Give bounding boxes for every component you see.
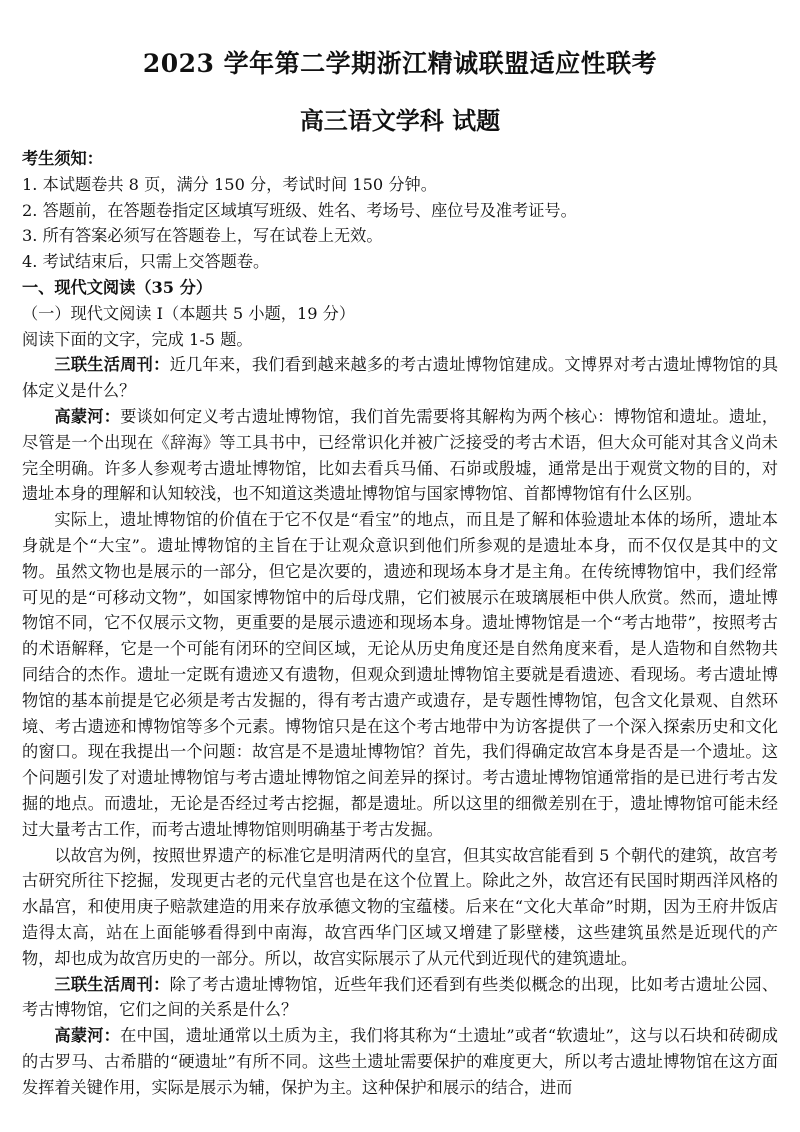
passage-paragraph bbox=[22, 1023, 778, 1100]
paragraph-text: 要谈如何定义考古遗址博物馆，我们首先需要将其解构为两个核心：博物馆和遗址。遗址，尽管是一个出现在《辞海》等工具书中，已经常识化并被广泛接受的考古术语，但大众可能对其含义尚未完全明确。许多人参观考古遗址博物馆，比如去看兵马俑、石峁或殷墟，通常是出于观赏文物的目的，对遗址本身的理解和认知较浅，也不知道这类遗址博物馆与国家博物馆、首都博物馆有什么区别。 bbox=[22, 406, 779, 504]
passage-paragraph bbox=[22, 404, 778, 507]
exam-body bbox=[22, 146, 778, 1100]
passage-paragraph bbox=[22, 843, 778, 972]
paragraph-text: 近几年来，我们看到越来越多的考古遗址博物馆建成。文博界对考古遗址博物馆的具体定义是什么？ bbox=[22, 355, 779, 401]
section-heading: 一、现代文阅读（35 分） bbox=[22, 277, 213, 297]
speaker-label: 高蒙河： bbox=[54, 406, 121, 426]
notice-item: 4. 考试结束后，只需上交答题卷。 bbox=[22, 252, 270, 272]
passage-paragraph bbox=[22, 352, 778, 404]
paragraph-text: 在中国，遗址通常以土质为主，我们将其称为“土遗址”或者“软遗址”，这与以石块和砖砌成的古罗马、古希腊的“硬遗址”有所不同。这些土遗址需要保护的难度更大，所以考古遗址博物馆在这方面发挥着关键作用，实际是展示为辅，保护为主。这种保护和展示的结合，进而 bbox=[22, 1026, 778, 1097]
speaker-label: 三联生活周刊： bbox=[54, 974, 170, 994]
passage-paragraph bbox=[22, 507, 778, 842]
notice-item: 2. 答题前，在答题卷指定区域填写班级、姓名、考场号、座位号及准考证号。 bbox=[22, 200, 577, 220]
exam-subtitle: 高三语文学科 试题 bbox=[299, 106, 501, 135]
passage-paragraph bbox=[22, 972, 778, 1024]
paragraph-text: 除了考古遗址博物馆，近些年我们还看到有些类似概念的出现，比如考古遗址公园、考古博物馆，它们之间的关系是什么？ bbox=[22, 974, 779, 1020]
speaker-label: 高蒙河： bbox=[54, 1026, 121, 1046]
notice-heading: 考生须知： bbox=[22, 149, 103, 168]
paragraph-text: 以故宫为例，按照世界遗产的标准它是明清两代的皇宫，但其实故宫能看到 5 个朝代的建筑，故宫考古研究所往下挖掘，发现更古老的元代皇宫也是在这个位置上。除此之外，故宫还有民国时期西洋风格的水晶宫，和使用庚子赔款建造的用来存放承德文物的宝蕴楼。后来在“文化大革命”时期，因为王府井饭店造得太高，站在上面能够看得到中南海，故宫西华门区域又增建了影壁楼，这些建筑虽然是近现代的产物，却也成为故宫历史的一部分。所以，故宫实际展示了从元代到近现代的建筑遗址。 bbox=[22, 845, 778, 968]
section-instruction: 阅读下面的文字，完成 1-5 题。 bbox=[22, 329, 253, 349]
notice-item: 1. 本试题卷共 8 页，满分 150 分，考试时间 150 分钟。 bbox=[22, 174, 437, 194]
paragraph-text: 实际上，遗址博物馆的价值在于它不仅是“看宝”的地点，而且是了解和体验遗址本体的场所，遗址本身就是个“大宝”。遗址博物馆的主旨在于让观众意识到他们所参观的是遗址本身，而不仅仅是其中的文物。虽然文物也是展示的一部分，但它是次要的，遗迹和现场本身才是主角。在传统博物馆中，我们经常可见的是“可移动文物”，如国家博物馆中的后母戊鼎，它们被展示在玻璃展柜中供人欣赏。然而，遗址博物馆不同，它不仅展示文物，更重要的是展示遗迹和现场本身。遗址博物馆是一个“考古地带”，按照考古的术语解释，它是一个可能有闭环的空间区域，无论从历史角度还是自然角度来看，是人造物和自然物共同结合的杰作。遗址一定既有遗迹又有遗物，但观众到遗址博物馆主要就是看遗迹、看现场。考古遗址博物馆的基本前提是它必须是考古发掘的，得有考古遗产或遗存，是专题性博物馆，包含文化景观、自然环境、考古遗迹和博物馆等多个元素。博物馆只是在这个考古地带中为访客提供了一个深入探索历史和文化的窗口。现在我提出一个问题：故宫是不是遗址博物馆？首先，我们得确定故宫本身是否是一个遗址。这个问题引发了对遗址博物馆与考古遗址博物馆之间差异的探讨。考古遗址博物馆通常指的是已进行考古发掘的地点。而遗址，无论是否经过考古挖掘，都是遗址。所以这里的细微差别在于，遗址博物馆可能未经过大量考古工作，而考古遗址博物馆则明确基于考古发掘。 bbox=[22, 510, 778, 839]
speaker-label: 三联生活周刊： bbox=[54, 355, 170, 375]
exam-title: 2023 学年第二学期浙江精诚联盟适应性联考 bbox=[142, 49, 658, 78]
notice-item: 3. 所有答案必须写在答题卷上，写在试卷上无效。 bbox=[22, 226, 383, 246]
section-subheading: （一）现代文阅读 I（本题共 5 小题，19 分） bbox=[22, 303, 356, 323]
